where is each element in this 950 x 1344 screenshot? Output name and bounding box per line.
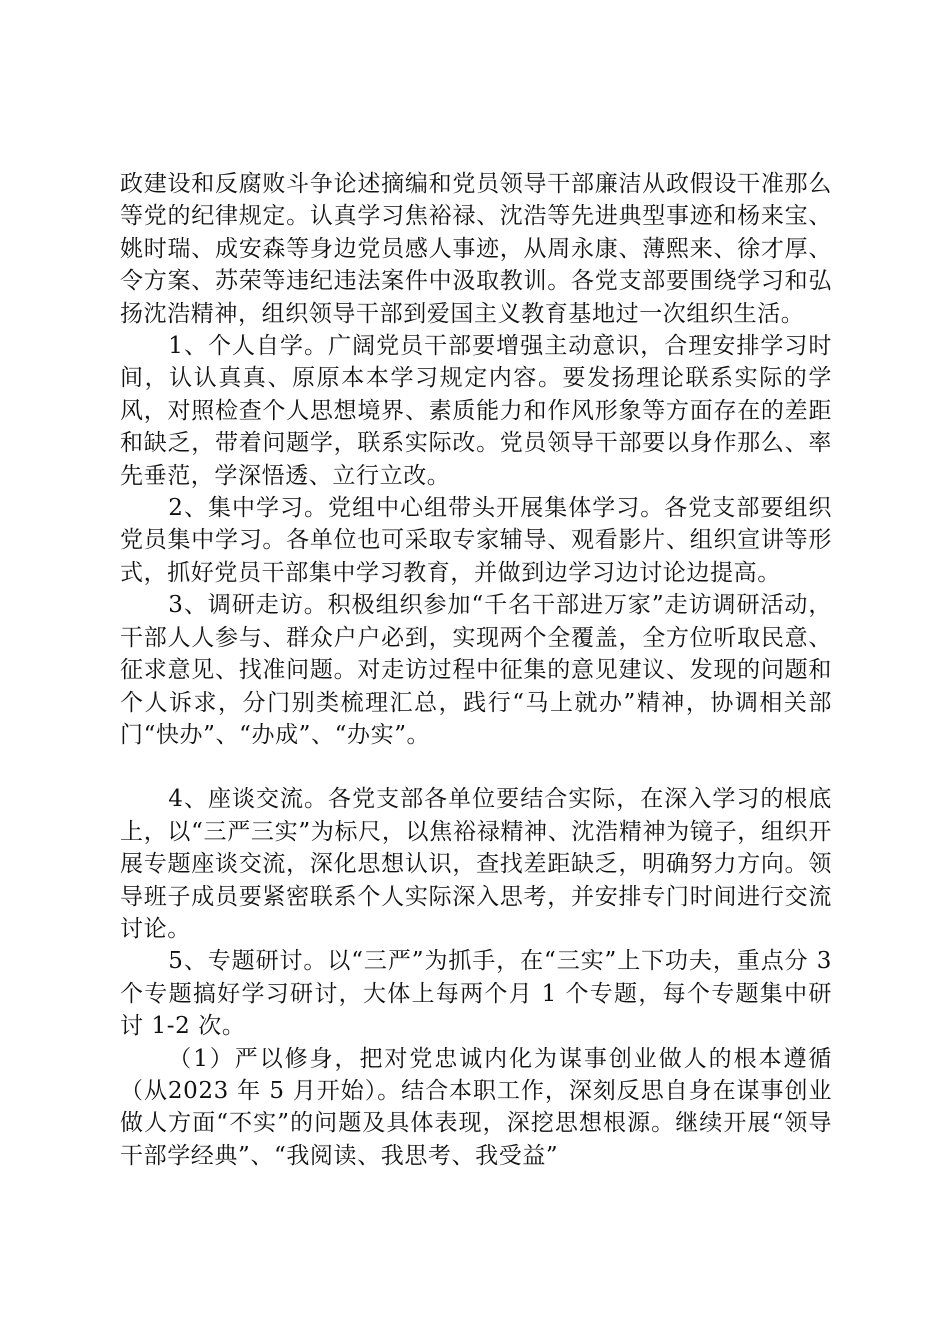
paragraph-discussion: 4、座谈交流。各党支部各单位要结合实际，在深入学习的根底上，以“三严三实”为标尺，以焦裕禄精神、沈浩精神为镜子，组织开展专题座谈交流，深化思想认识，查找差距缺乏，明确努力方向。领导班子成员要紧密联系个人实际深入思考，并安排专门时间进行交流讨论。 — [120, 786, 832, 942]
paragraph-special-seminar: 5、专题研讨。以“三严”为抓手，在“三实”上下功夫，重点分 3 个专题搞好学习研讨，大体上每两个月 1 个专题，每个专题集中研讨 1-2 次。 — [120, 948, 832, 1040]
document-body — [120, 168, 832, 1172]
paragraph-research-visit: 3、调研走访。积极组织参加“千名干部进万家”走访调研活动，干部人人参与、群众户户必到，实现两个全覆盖，全方位听取民意、征求意见、找准问题。对走访过程中征集的意见建议、发现的问题和个人诉求，分门别类梳理汇总，践行“马上就办”精神，协调相关部门“快办”、“办成”、“办实”。 — [120, 592, 832, 748]
paragraph-self-study: 1、个人自学。广阔党员干部要增强主动意识，合理安排学习时间，认认真真、原原本本学习规定内容。要发扬理论联系实际的学风，对照检查个人思想境界、素质能力和作风形象等方面存在的差距和缺乏，带着问题学，联系实际改。党员领导干部要以身作那么、率先垂范，学深悟透、立行立改。 — [120, 333, 832, 489]
paragraph-continuation: 政建设和反腐败斗争论述摘编和党员领导干部廉洁从政假设干准那么等党的纪律规定。认真学习焦裕禄、沈浩等先进典型事迹和杨来宝、姚时瑞、成安森等身边党员感人事迹，从周永康、薄熙来、徐才厚、令方案、苏荣等违纪违法案件中汲取教训。各党支部要围绕学习和弘扬沈浩精神，组织领导干部到爱国主义教育基地过一次组织生活。 — [120, 171, 832, 327]
paragraph-self-cultivation: （1）严以修身，把对党忠诚内化为谋事创业做人的根本遵循（从2023 年 5 月开始）。结合本职工作，深刻反思自身在谋事创业做人方面“不实”的问题及具体表现，深挖思想根源。继续开展“领导干部学经典”、“我阅读、我思考、我受益” — [120, 1045, 832, 1169]
paragraph-gap — [120, 751, 832, 783]
paragraph-group-study: 2、集中学习。党组中心组带头开展集体学习。各党支部要组织党员集中学习。各单位也可采取专家辅导、观看影片、组织宣讲等形式，抓好党员干部集中学习教育，并做到边学习边讨论边提高。 — [120, 495, 832, 586]
